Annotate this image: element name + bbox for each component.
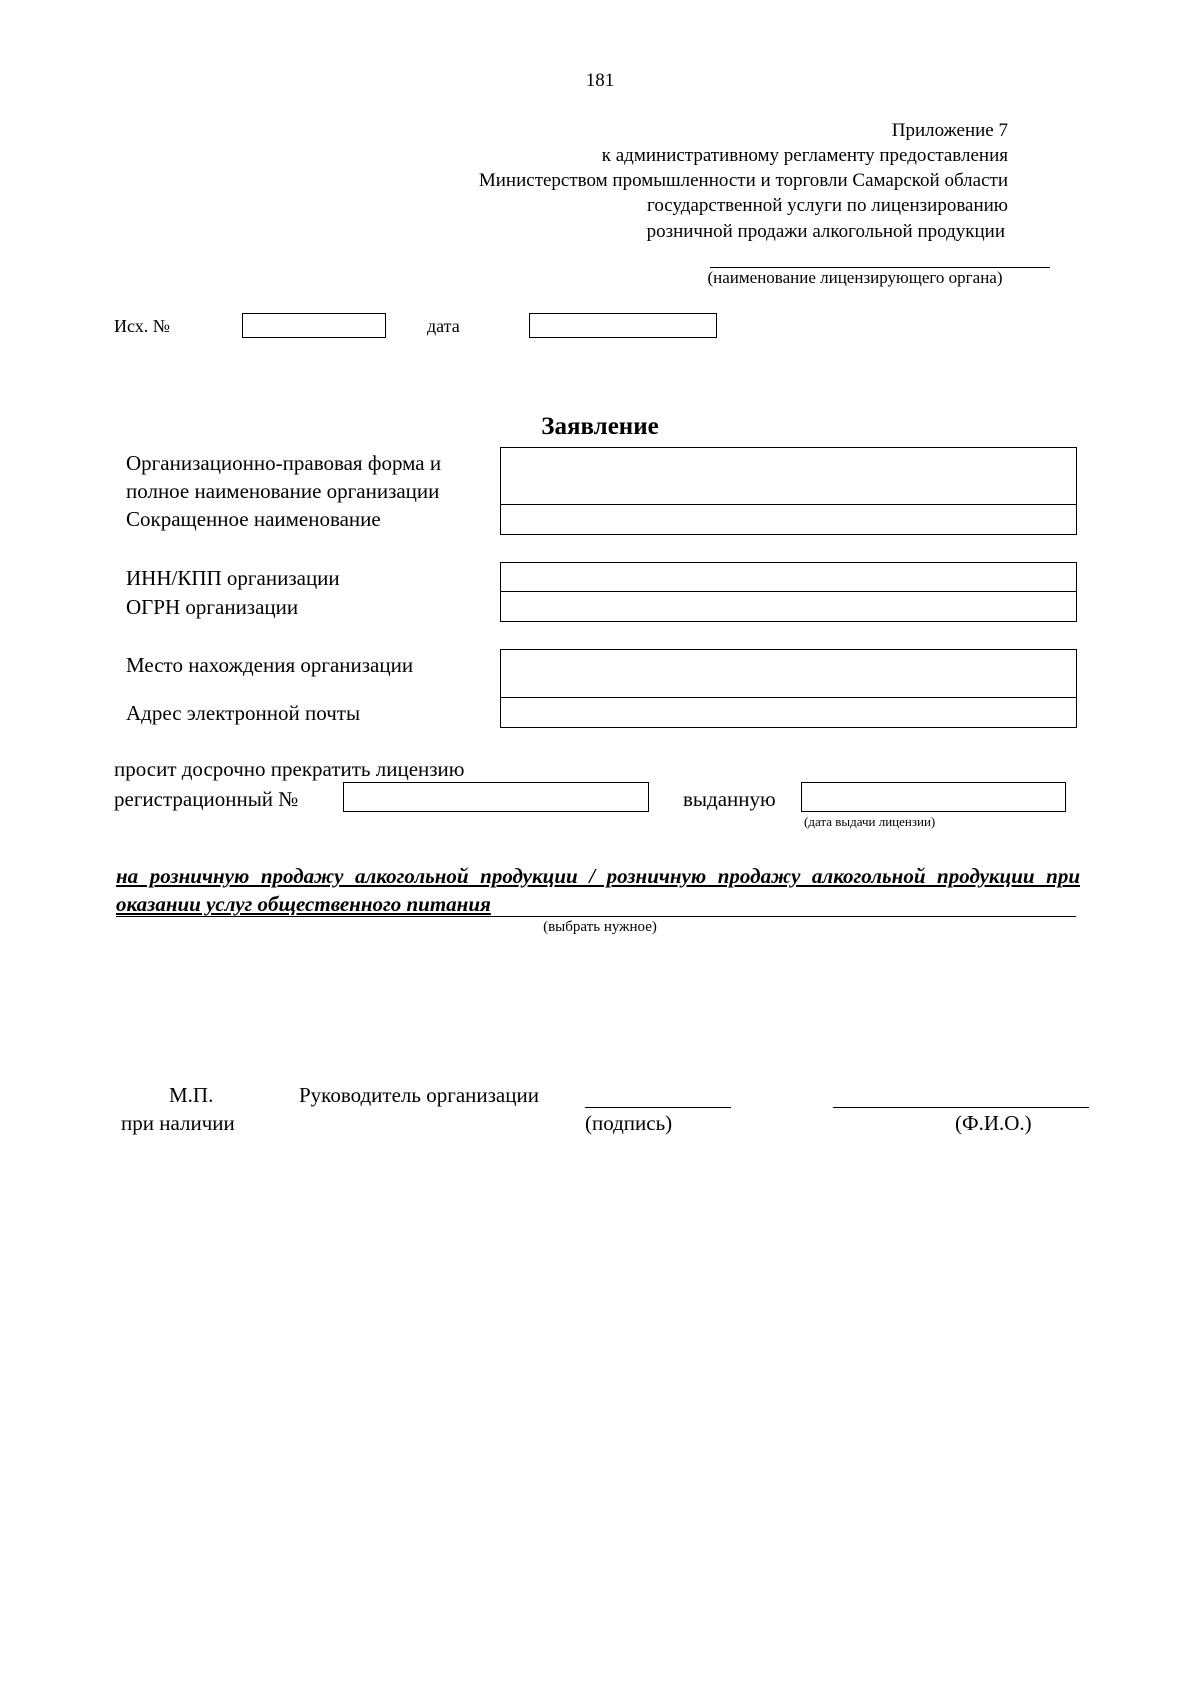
license-type-rule: [116, 916, 1076, 917]
appendix-line-2: к административному регламенту предоставления: [601, 145, 1008, 166]
date-label: дата: [427, 316, 460, 336]
issue-date-caption: (дата выдачи лицензии): [804, 814, 936, 829]
inn-kpp-field[interactable]: [500, 562, 1077, 593]
full-name-label-line1: Организационно-правовая форма и: [126, 451, 442, 475]
full-name-field[interactable]: [500, 447, 1077, 506]
signature-line[interactable]: [585, 1107, 731, 1108]
inn-kpp-label: ИНН/КПП организации: [126, 566, 340, 590]
full-name-caption: (Ф.И.О.): [955, 1111, 1032, 1135]
reg-number-field[interactable]: [343, 782, 649, 812]
location-label: Место нахождения организации: [126, 653, 414, 677]
signature-caption: (подпись): [585, 1111, 673, 1135]
head-label: Руководитель организации: [299, 1083, 539, 1107]
short-name-field[interactable]: [500, 504, 1077, 535]
appendix-line-3: Министерством промышленности и торговли Самарской области: [478, 170, 1008, 191]
issued-label: выданную: [683, 787, 776, 811]
stamp-note: при наличии: [121, 1111, 235, 1135]
email-field[interactable]: [500, 697, 1077, 728]
location-field[interactable]: [500, 649, 1077, 699]
license-type-text[interactable]: [116, 862, 1080, 918]
request-line: просит досрочно прекратить лицензию: [114, 757, 465, 781]
outgoing-number-field[interactable]: [242, 313, 386, 338]
appendix-line-1: Приложение 7: [891, 120, 1008, 141]
ogrn-field[interactable]: [500, 591, 1077, 622]
appendix-line-5: розничной продажи алкогольной продукции: [646, 221, 1005, 242]
license-type-caption: (выбрать нужное): [543, 919, 657, 935]
outgoing-number-label: Исх. №: [114, 316, 170, 336]
issue-date-field[interactable]: [801, 782, 1066, 812]
page-number: 181: [585, 70, 615, 91]
appendix-line-4: государственной услуги по лицензированию: [647, 195, 1008, 216]
full-name-label-line2: полное наименование организации: [126, 479, 440, 503]
full-name-line[interactable]: [833, 1107, 1089, 1108]
short-name-label: Сокращенное наименование: [126, 507, 381, 531]
form-title: Заявление: [541, 413, 659, 440]
reg-number-label: регистрационный №: [114, 787, 299, 811]
email-label: Адрес электронной почты: [126, 701, 361, 725]
date-field[interactable]: [529, 313, 717, 338]
ogrn-label: ОГРН организации: [126, 595, 299, 619]
licensing-body-caption: (наименование лицензирующего органа): [707, 268, 1003, 287]
license-type-value: на розничную продажу алкогольной продукции / розничную продажу алкогольной продукции при оказании услуг общественного питания: [116, 864, 1080, 916]
stamp-label: М.П.: [169, 1083, 214, 1107]
